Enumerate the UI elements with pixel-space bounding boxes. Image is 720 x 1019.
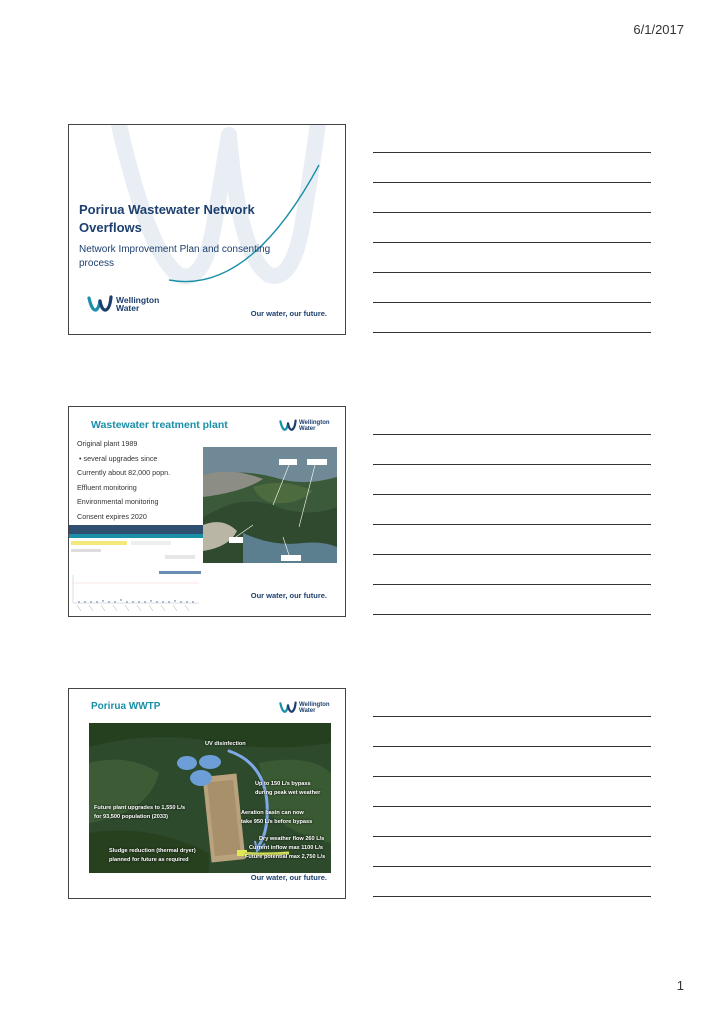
wellington-water-logo <box>279 701 330 714</box>
label-sludge-line-1: Sludge reduction (thermal dryer) <box>109 848 196 854</box>
label-bypass-line-2: during peak wet weather <box>255 790 321 796</box>
note-line <box>373 272 651 273</box>
monitoring-chart-image <box>69 525 203 613</box>
wellington-water-logo <box>279 419 330 432</box>
wwtp-aerial-photo <box>89 723 331 873</box>
logo-line-1: Wellington <box>299 701 330 708</box>
label-aeration-line-2: take 950 L/s before bypass <box>241 819 313 825</box>
note-line <box>373 152 651 153</box>
label-future-upgrades-line-2: for 93,500 population (2033) <box>94 814 168 820</box>
bullet-item: Effluent monitoring <box>77 482 137 492</box>
note-line <box>373 182 651 183</box>
note-line <box>373 242 651 243</box>
label-dry-weather-flow: Dry weather flow 260 L/s <box>259 836 325 842</box>
slide-tagline: Our water, our future. <box>250 309 327 318</box>
label-bypass-line-1: Up to 150 L/s bypass <box>255 781 311 787</box>
note-line <box>373 212 651 213</box>
note-line <box>373 776 651 777</box>
label-aeration-line-1: Aeration basin can now <box>241 810 304 816</box>
aerial-coast-photo <box>203 447 337 563</box>
wellington-water-logo <box>87 295 159 313</box>
page-number: 1 <box>676 978 684 993</box>
bullet-item: Original plant 1989 <box>77 439 138 448</box>
bullet-item: • several upgrades since <box>79 453 158 463</box>
note-line <box>373 554 651 555</box>
slide-tagline: Our water, our future. <box>250 873 327 882</box>
note-line <box>373 302 651 303</box>
note-line <box>373 896 651 897</box>
slide-title-heading: Porirua Wastewater Network Overflows <box>79 202 255 236</box>
slide-title-subtitle: Network Improvement Plan and consenting process <box>79 244 271 269</box>
bullet-item: Currently about 82,000 popn. <box>77 468 171 477</box>
slide-treatment-plant <box>68 406 346 617</box>
logo-line-2: Water <box>299 425 316 432</box>
note-line <box>373 614 651 615</box>
label-future-upgrades-line-1: Future plant upgrades to 1,550 L/s <box>94 805 186 811</box>
slide-tagline: Our water, our future. <box>250 591 327 600</box>
note-line <box>373 494 651 495</box>
logo-line-1: Wellington <box>299 419 330 426</box>
note-line <box>373 584 651 585</box>
note-line <box>373 332 651 333</box>
note-line <box>373 746 651 747</box>
logo-line-1: Wellington <box>116 294 160 305</box>
note-line <box>373 866 651 867</box>
bullet-item: Environmental monitoring <box>77 497 159 506</box>
page-date: 6/1/2017 <box>633 22 684 37</box>
slide-porirua-wwtp <box>68 688 346 899</box>
label-sludge-line-2: planned for future as required <box>109 857 189 863</box>
note-line <box>373 806 651 807</box>
slide-2-title: Wastewater treatment plant <box>91 419 228 431</box>
bullet-item: Consent expires 2020 <box>77 511 147 521</box>
note-line <box>373 434 651 435</box>
label-future-potential: Future potential max 2,750 L/s <box>245 854 326 860</box>
logo-line-2: Water <box>116 303 140 313</box>
label-current-inflow: Current inflow max 1100 L/s <box>249 845 323 851</box>
logo-line-2: Water <box>299 707 316 714</box>
ww-logo-icon <box>279 419 297 432</box>
label-uv-disinfection: UV disinfection <box>205 741 246 747</box>
ww-logo-icon <box>87 295 113 313</box>
note-line <box>373 836 651 837</box>
monitoring-website-screenshot <box>69 525 203 613</box>
slide-2-bullets <box>77 437 207 524</box>
note-line <box>373 464 651 465</box>
slide-3-title: Porirua WWTP <box>91 701 161 712</box>
note-line <box>373 716 651 717</box>
aerial-map-image <box>203 447 337 563</box>
slide-title <box>68 124 346 335</box>
ww-logo-icon <box>279 701 297 714</box>
note-line <box>373 524 651 525</box>
